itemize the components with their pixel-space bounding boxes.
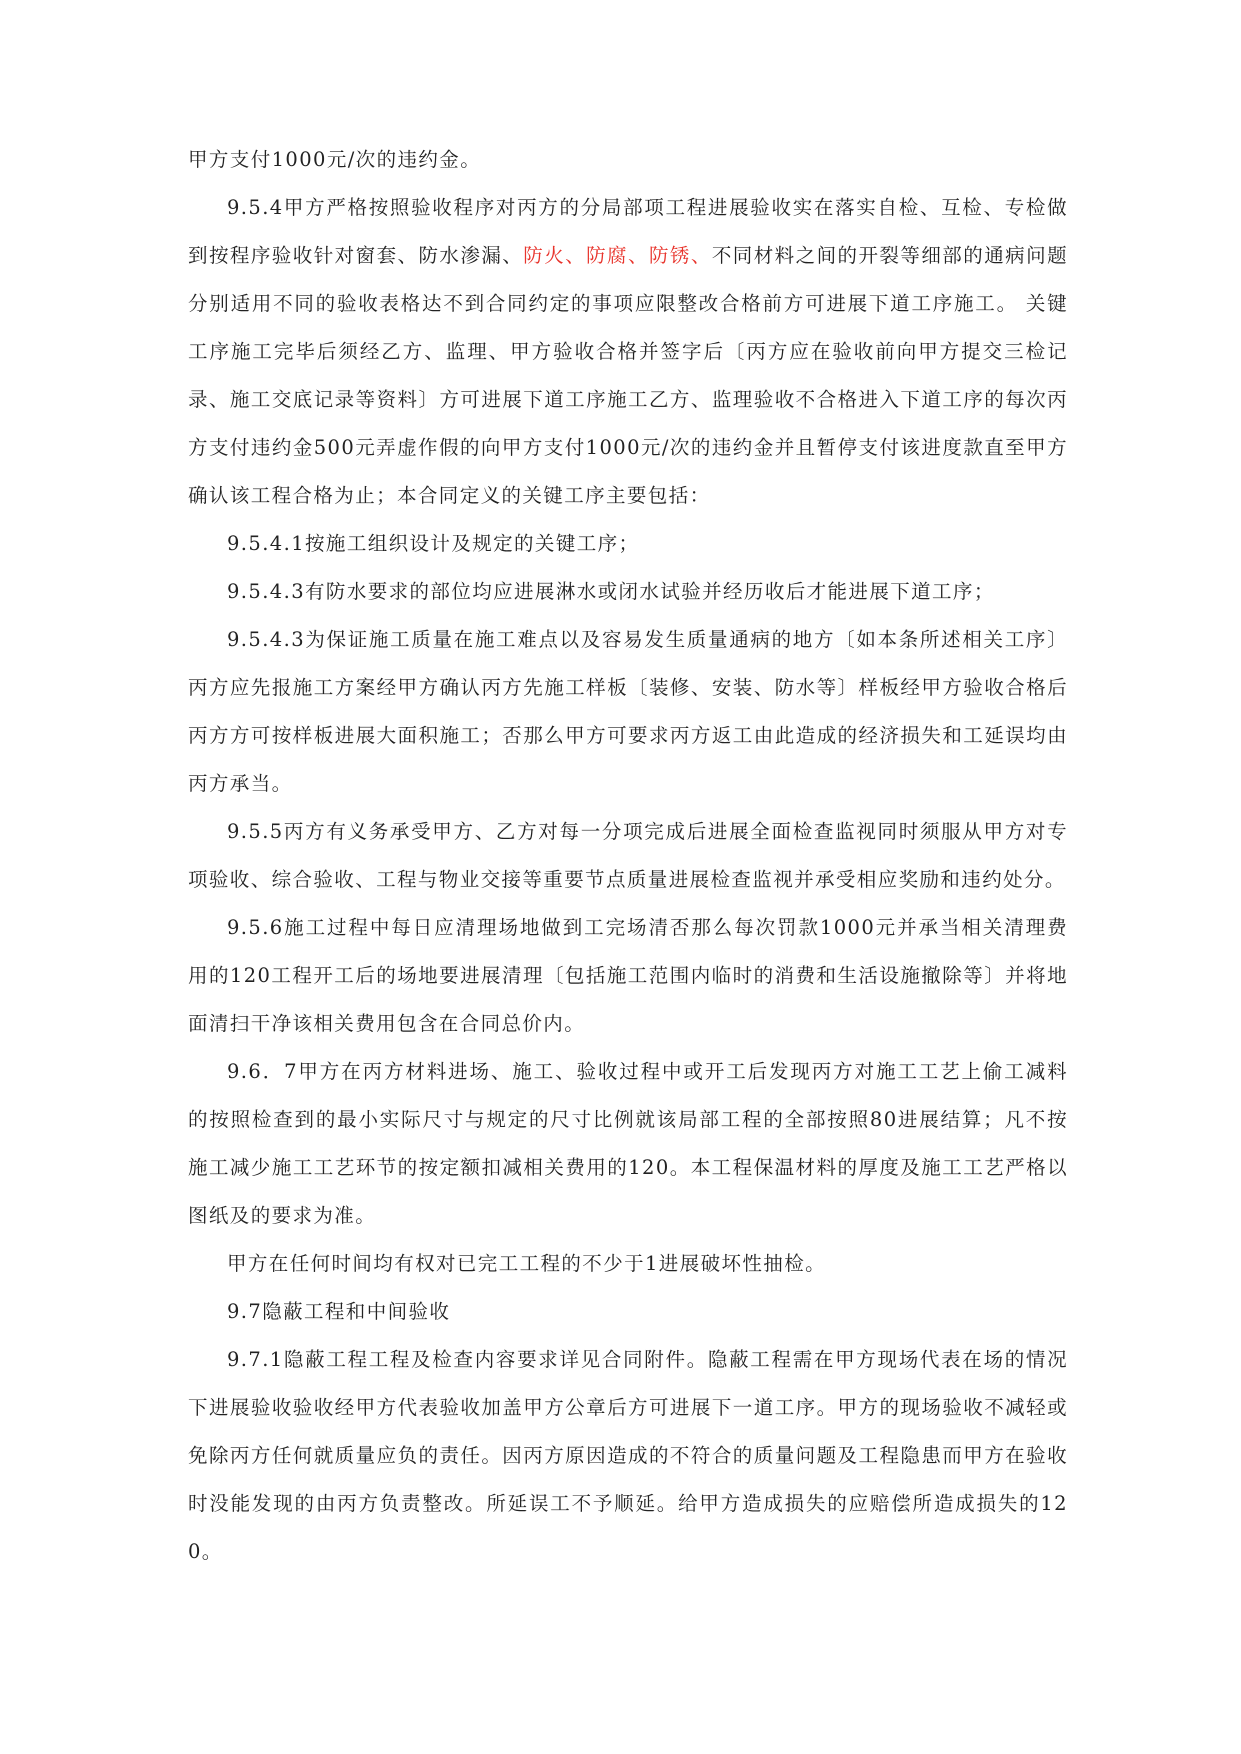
paragraph-9-5-4-1 (188, 520, 1068, 568)
paragraph-9-5-4-3-sample (188, 616, 1068, 808)
paragraph-9-5-4 (188, 184, 1068, 520)
paragraph-text: 9.5.5丙方有义务承受甲方、乙方对每一分项完成后进展全面检查监视同时须服从甲方对专项验收、综合验收、工程与物业交接等重要节点质量进展检查监视并承受相应奖励和违约处分。 (188, 820, 1068, 891)
paragraph-9-5-4-3-waterproof (188, 568, 1068, 616)
paragraph-text: 甲方在任何时间均有权对已完工工程的不少于1进展破坏性抽检。 (227, 1252, 827, 1275)
paragraph-9-6-7 (188, 1048, 1068, 1240)
paragraph-9-5-6 (188, 904, 1068, 1048)
paragraph-text: 9.5.4.1按施工组织设计及规定的关键工序； (227, 532, 640, 555)
paragraph-text: 9.7.1隐蔽工程工程及检查内容要求详见合同附件。隐蔽工程需在甲方现场代表在场的情况下进展验收验收经甲方代表验收加盖甲方公章后方可进展下一道工序。甲方的现场验收不减轻或免除丙方任何就质量应负的责任。因丙方原因造成的不符合的质量问题及工程隐患而甲方在验收时没能发现的由丙方负责整改。所延误工不予顺延。给甲方造成损失的应赔偿所造成损失的120。 (188, 1348, 1068, 1563)
paragraph-text: 甲方支付1000元/次的违约金。 (188, 148, 482, 171)
paragraph-text: 9.5.6施工过程中每日应清理场地做到工完场清否那么每次罚款1000元并承当相关清理费用的120工程开工后的场地要进展清理〔包括施工范围内临时的消费和生活设施撤除等〕并将地面清扫干净该相关费用包含在合同总价内。 (188, 916, 1068, 1035)
paragraph-text: 9.5.4.3为保证施工质量在施工难点以及容易发生质量通病的地方〔如本条所述相关工序〕丙方应先报施工方案经甲方确认丙方先施工样板〔装修、安装、防水等〕样板经甲方验收合格后丙方方可按样板进展大面积施工；否那么甲方可要求丙方返工由此造成的经济损失和工延误均由丙方承当。 (188, 628, 1068, 795)
paragraph-9-5-5 (188, 808, 1068, 904)
paragraph-text: 9.5.4甲方严格按照验收程序对丙方的分局部项工程进展验收实在落实自检、互检、专检做到按程序验收针对窗套、防水渗漏、 (188, 196, 1068, 267)
section-heading-9-7 (188, 1288, 1068, 1336)
paragraph-9-7-1 (188, 1336, 1068, 1576)
paragraph-spot-check (188, 1240, 1068, 1288)
paragraph-text: 不同材料之间的开裂等细部的通病问题分别适用不同的验收表格达不到合同约定的事项应限整改合格前方可进展下道工序施工。 关键工序施工完毕后须经乙方、监理、甲方验收合格并签字后〔丙方应在验收前向甲方提交三检记录、施工交底记录等资料〕方可进展下道工序施工乙方、监理验收不合格进入下道工序的每次丙方支付违约金500元弄虚作假的向甲方支付1000元/次的违约金并且暂停支付该进度款直至甲方确认该工程合格为止；本合同定义的关键工序主要包括： (188, 244, 1068, 507)
paragraph-penalty-line (188, 136, 1068, 184)
paragraph-text: 9.6．7甲方在丙方材料进场、施工、验收过程中或开工后发现丙方对施工工艺上偷工减料的按照检查到的最小实际尺寸与规定的尺寸比例就该局部工程的全部按照80进展结算；凡不按施工减少施工工艺环节的按定额扣减相关费用的120。本工程保温材料的厚度及施工工艺严格以图纸及的要求为准。 (188, 1060, 1068, 1227)
highlighted-text: 防火、防腐、防锈、 (523, 244, 712, 267)
paragraph-text: 9.5.4.3有防水要求的部位均应进展淋水或闭水试验并经历收后才能进展下道工序； (227, 580, 995, 603)
document-body (188, 136, 1068, 1576)
heading-text: 9.7隐蔽工程和中间验收 (227, 1300, 451, 1323)
